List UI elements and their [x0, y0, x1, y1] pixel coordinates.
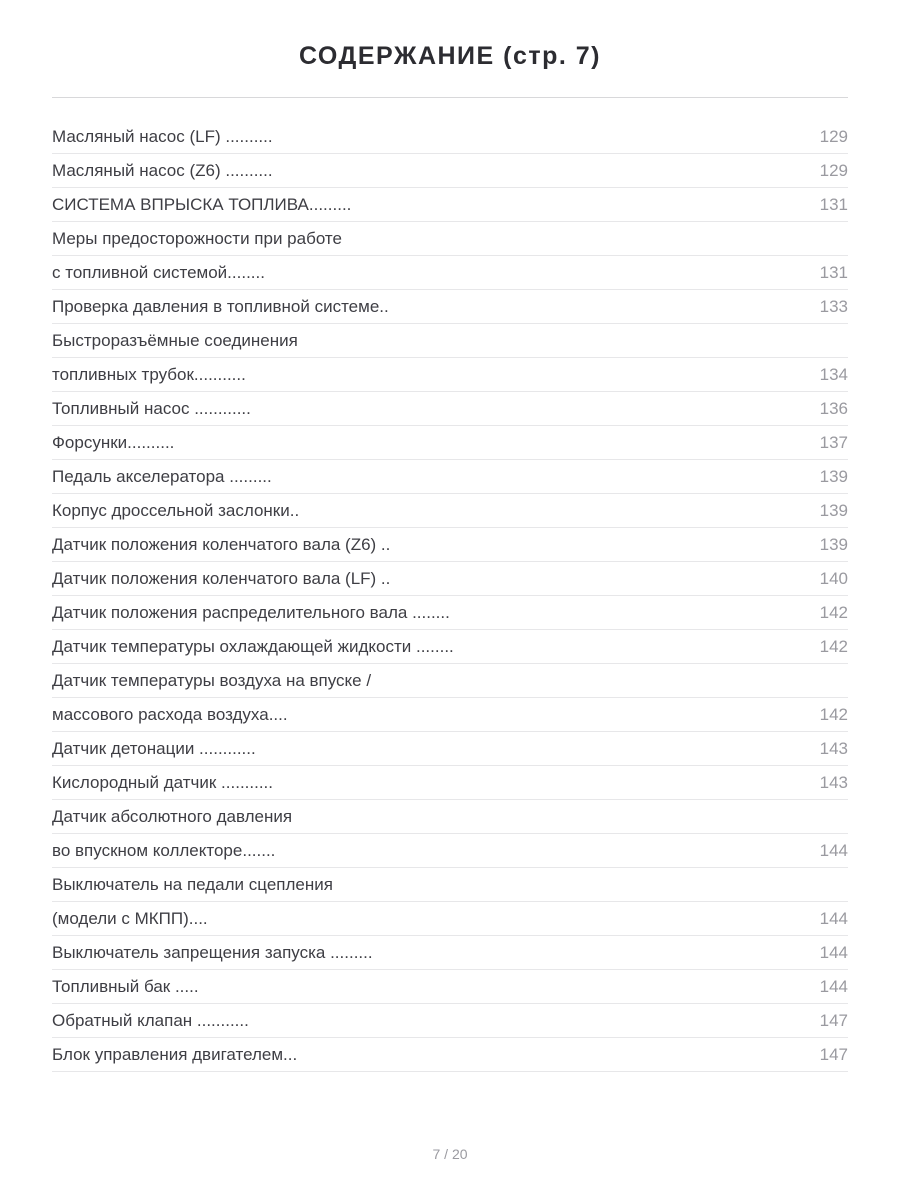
toc-entry-page: 133 [819, 297, 848, 316]
toc-entry-text: Масляный насос (Z6) .......... [52, 161, 273, 180]
toc-entry-text: Датчик детонации ............ [52, 739, 256, 758]
toc-entry-page: 131 [819, 263, 848, 282]
toc-entry-text: массового расхода воздуха.... [52, 705, 288, 724]
toc-entry-page: 139 [819, 467, 848, 486]
toc-row [52, 222, 848, 256]
toc-entry-page: 147 [819, 1011, 848, 1030]
toc-entry-text: топливных трубок........... [52, 365, 246, 384]
toc-entry-text: Педаль акселератора ......... [52, 467, 272, 486]
toc-row [52, 426, 848, 460]
toc-entry-text: Выключатель на педали сцепления [52, 875, 333, 894]
toc-row [52, 970, 848, 1004]
toc-entry-text: (модели с МКПП).... [52, 909, 208, 928]
toc-entry-text: Датчик абсолютного давления [52, 807, 293, 826]
toc-entry-page: 129 [819, 161, 848, 180]
toc-entry-page: 139 [819, 535, 848, 554]
toc-entry-page: 131 [819, 195, 848, 214]
toc-entry-text: Масляный насос (LF) .......... [52, 127, 273, 146]
toc-row [52, 290, 848, 324]
toc-entry-text: Кислородный датчик ........... [52, 773, 273, 792]
toc-entry-text: Топливный насос ............ [52, 399, 251, 418]
toc-entry-text: СИСТЕМА ВПРЫСКА ТОПЛИВА......... [52, 195, 352, 214]
toc-row [52, 528, 848, 562]
toc-entry-text: Топливный бак ..... [52, 977, 199, 996]
toc-row [52, 324, 848, 358]
toc-row [52, 494, 848, 528]
toc-row [52, 630, 848, 664]
toc-row [52, 834, 848, 868]
toc-entry-page: 144 [819, 841, 848, 860]
toc-entry-page: 137 [819, 433, 848, 452]
toc-entry-text: с топливной системой........ [52, 263, 265, 282]
toc-entry-text: Меры предосторожности при работе [52, 229, 342, 248]
toc-entry-page: 140 [819, 569, 848, 588]
toc-entry-text: Датчик положения коленчатого вала (LF) .. [52, 569, 391, 588]
toc-entry-text: Датчик положения коленчатого вала (Z6) .. [52, 535, 391, 554]
toc-entry-text: Датчик положения распределительного вала ........ [52, 603, 450, 622]
toc-entry-text: Проверка давления в топливной системе.. [52, 297, 389, 316]
toc-list [52, 120, 848, 1072]
page-indicator: 7 / 20 [432, 1146, 468, 1162]
toc-row [52, 1038, 848, 1072]
toc-row [52, 562, 848, 596]
toc-row [52, 1004, 848, 1038]
toc-row [52, 120, 848, 154]
toc-row [52, 188, 848, 222]
toc-entry-page: 142 [819, 603, 848, 622]
toc-row [52, 766, 848, 800]
toc-row [52, 800, 848, 834]
toc-entry-text: Быстроразъёмные соединения [52, 331, 298, 350]
toc-row [52, 936, 848, 970]
toc-entry-page: 134 [819, 365, 848, 384]
toc-row [52, 596, 848, 630]
toc-entry-page: 142 [819, 637, 848, 656]
title-divider [52, 97, 848, 98]
toc-row [52, 732, 848, 766]
toc-entry-page: 136 [819, 399, 848, 418]
toc-entry-text: во впускном коллекторе....... [52, 841, 276, 860]
toc-entry-page: 129 [819, 127, 848, 146]
toc-entry-page: 143 [819, 739, 848, 758]
toc-row [52, 392, 848, 426]
page-title: СОДЕРЖАНИЕ (стр. 7) [298, 42, 602, 70]
toc-entry-page: 147 [819, 1045, 848, 1064]
toc-entry-page: 142 [819, 705, 848, 724]
toc-entry-text: Обратный клапан ........... [52, 1011, 249, 1030]
toc-entry-text: Форсунки.......... [52, 433, 175, 452]
toc-row [52, 664, 848, 698]
toc-entry-text: Датчик температуры охлаждающей жидкости ........ [52, 637, 454, 656]
toc-row [52, 154, 848, 188]
toc-entry-text: Датчик температуры воздуха на впуске / [52, 671, 372, 690]
toc-row [52, 868, 848, 902]
toc-entry-page: 143 [819, 773, 848, 792]
toc-row [52, 902, 848, 936]
toc-row [52, 358, 848, 392]
toc-entry-page: 144 [819, 909, 848, 928]
toc-entry-text: Выключатель запрещения запуска ......... [52, 943, 373, 962]
toc-row [52, 698, 848, 732]
toc-entry-page: 144 [819, 943, 848, 962]
toc-row [52, 256, 848, 290]
toc-entry-text: Корпус дроссельной заслонки.. [52, 501, 300, 520]
toc-entry-text: Блок управления двигателем... [52, 1045, 298, 1064]
toc-row [52, 460, 848, 494]
toc-entry-page: 144 [819, 977, 848, 996]
toc-entry-page: 139 [819, 501, 848, 520]
